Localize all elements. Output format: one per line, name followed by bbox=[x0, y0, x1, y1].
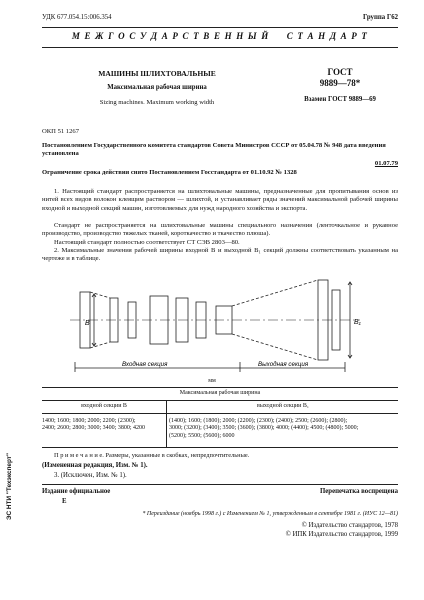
edition-letter: Е bbox=[62, 498, 67, 505]
table-header-rule bbox=[42, 413, 398, 414]
output-section-label: Выходная секция bbox=[258, 361, 309, 368]
gost-label: ГОСТ bbox=[327, 67, 353, 77]
doc-title: МАШИНЫ ШЛИХТОВАЛЬНЫЕ bbox=[98, 69, 216, 78]
table-col-output: выходной секции B₁ bbox=[257, 403, 309, 409]
paragraph-1: 1. Настоящий стандарт распространяется на шлихтовальные машины, предназначенные для пропитывания основ из нитей всех видов волокон клеящим раствором — шлихтой, и устанавливает ряды значений максимальной рабочей ширины входной и выходной секций машин, изготовляемых для нужд народного хозяйства и экспорта. bbox=[42, 188, 398, 212]
gost-number: 9889—78* bbox=[319, 78, 361, 88]
machine-diagram bbox=[70, 268, 360, 376]
input-section-label: Входная секция bbox=[122, 361, 168, 368]
reprint-forbidden: Перепечатка воспрещена bbox=[320, 488, 398, 495]
official-edition: Издание официальное bbox=[42, 488, 111, 495]
revision-note-2: 3. (Исключен, Изм. № 1). bbox=[54, 472, 127, 479]
side-stamp: ЭС НТИ "Техэксперт" bbox=[6, 453, 13, 520]
okp-code: ОКП 51 1267 bbox=[42, 128, 79, 135]
doc-subtitle: Максимальная рабочая ширина bbox=[107, 84, 207, 91]
standard-banner: М Е Ж Г О С У Д А Р С Т В Е Н Н Ы Й С Т А Н Д А Р Т bbox=[71, 31, 369, 41]
paragraph-2: Стандарт не распространяется на шлихтовальные машины специального назначения (ленточкальное и рукавное производство, производство тяжелых тканей, короткачество и ткачество плюша). bbox=[42, 222, 398, 238]
table-caption-rule bbox=[42, 400, 398, 401]
table-top-rule bbox=[42, 387, 398, 388]
decree-text: Постановлением Государственного комитета стандартов Совета Министров СССР от 05.04.78 № 948 дата введения установлена bbox=[42, 142, 386, 157]
table-col-input: входной секции B bbox=[81, 403, 127, 409]
table-row: 1400; 1600; 1800; 2000; 2200; (2300); bbox=[42, 418, 136, 424]
paragraph-4: 2. Максимальные значения рабочей ширины входной B и выходной B₁ секций должны соответствовать указанным на чертеже и в таблице. bbox=[42, 247, 398, 263]
table-row: 2400; 2600; 2800; 3000; 3400; 3800; 4200 bbox=[42, 425, 146, 432]
table-unit: мм bbox=[208, 378, 216, 384]
footer-rule bbox=[42, 484, 398, 485]
group-code: Группа Г62 bbox=[362, 14, 398, 21]
copyright-1999: © ИПК Издательство стандартов, 1999 bbox=[285, 531, 398, 538]
paragraph-3: Настоящий стандарт полностью соответствует СТ СЭВ 2803—80. bbox=[54, 239, 240, 246]
table-bottom-rule bbox=[42, 447, 398, 448]
table-row: 3000; (3200); (3400); 3500; (3600); (3800); 4000; (4400); 4500; (4800); 5000; bbox=[169, 425, 359, 432]
dim-b-label: B bbox=[85, 320, 90, 327]
doc-title-en: Sizing machines. Maximum working width bbox=[99, 99, 215, 106]
replaces-note: Взамен ГОСТ 9889—69 bbox=[304, 96, 376, 103]
table-row: (5200); 5500; (5600); 6000 bbox=[169, 432, 235, 439]
reprint-note: * Переиздание (ноябрь 1998 г.) с Изменением № 1, утвержденным в сентябре 1981 г. (ИУС 12—81) bbox=[142, 511, 398, 517]
header-rule bbox=[42, 27, 398, 28]
table-col-divider bbox=[166, 400, 167, 447]
table-note: П р и м е ч а н и е. Размеры, указанные в скобках, непредпочтительные. bbox=[54, 452, 250, 459]
table-row: (1400); 1600; (1800); 2000; (2200); (2300); (2400); 2500; (2600); (2800); bbox=[169, 418, 348, 424]
introduction-date: 01.07.79 bbox=[374, 160, 398, 167]
table-caption: Максимальная рабочая ширина bbox=[179, 390, 261, 396]
limit-text: Ограничение срока действия снято Постановлением Госстандарта от 01.10.92 № 1328 bbox=[42, 169, 297, 176]
udk-code: УДК 677.054.15:006.354 bbox=[42, 14, 112, 21]
revision-note-1: (Измененная редакция, Изм. № 1). bbox=[42, 462, 148, 469]
banner-rule bbox=[42, 47, 398, 48]
dim-b1-label: B₁ bbox=[354, 319, 361, 326]
copyright-1978: © Издательство стандартов, 1978 bbox=[301, 522, 398, 529]
